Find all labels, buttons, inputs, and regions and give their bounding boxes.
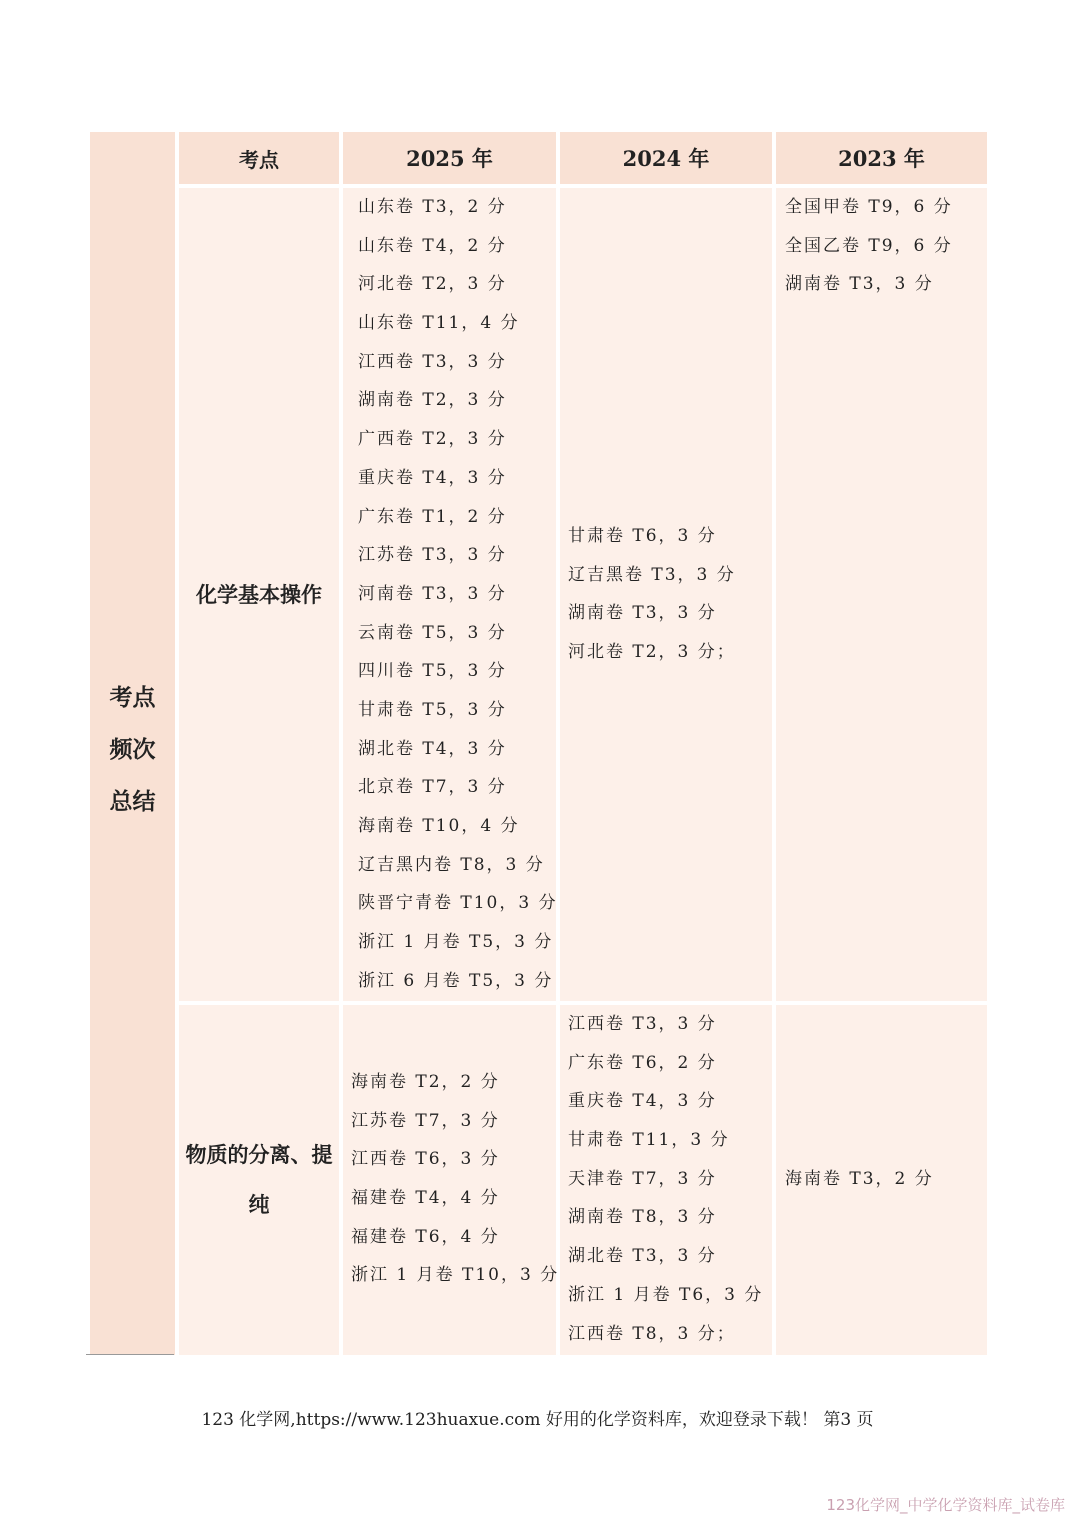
- exam-entry: 浙江 1 月卷 T10，3 分: [351, 1265, 560, 1286]
- exam-entry: 辽吉黑卷 T3，3 分: [568, 564, 736, 585]
- exam-entry: 甘肃卷 T11，3 分: [568, 1130, 730, 1151]
- exam-entry: 全国乙卷 T9，6 分: [785, 235, 953, 256]
- side-label: 考点 频次 总结: [109, 685, 156, 815]
- row-2-2023-cell: [776, 1005, 987, 1355]
- row-2-2024-cell: [560, 1005, 772, 1355]
- exam-entry: 山东卷 T4，2 分: [358, 235, 507, 256]
- exam-entry: 河北卷 T2，3 分；: [568, 642, 736, 663]
- exam-entry: 湖南卷 T3，3 分: [785, 274, 934, 295]
- exam-entry: 江苏卷 T7，3 分: [351, 1110, 500, 1131]
- exam-entry: 北京卷 T7，3 分: [358, 777, 507, 798]
- row-2-2025-list: [351, 1063, 559, 1295]
- exam-entry: 河南卷 T3，3 分: [358, 583, 507, 604]
- row-1-2025-list: [358, 188, 558, 1000]
- exam-entry: 重庆卷 T4，3 分: [568, 1091, 717, 1112]
- exam-entry: 浙江 1 月卷 T5，3 分: [358, 932, 554, 953]
- exam-entry: 辽吉黑内卷 T8，3 分: [358, 854, 545, 875]
- exam-entry: 广西卷 T2，3 分: [358, 429, 507, 450]
- table-bottom-rule: [86, 1354, 174, 1355]
- summary-table: [90, 132, 987, 1355]
- exam-entry: 甘肃卷 T6，3 分: [568, 526, 717, 546]
- row-1-2023-list: [785, 188, 953, 304]
- exam-entry: 湖北卷 T3，3 分: [568, 1246, 717, 1267]
- header-2025: 2025 年: [343, 132, 556, 184]
- exam-entry: 山东卷 T11，4 分: [358, 313, 520, 334]
- row-1-2023-cell: [776, 188, 987, 1001]
- row-1-2024-list: [568, 517, 736, 672]
- exam-entry: 重庆卷 T4，3 分: [358, 467, 507, 488]
- exam-entry: 浙江 1 月卷 T6，3 分: [568, 1284, 764, 1305]
- exam-entry: 山东卷 T3，2 分: [358, 197, 507, 217]
- exam-entry: 江西卷 T3，3 分: [358, 351, 507, 372]
- exam-entry: 云南卷 T5，3 分: [358, 622, 507, 643]
- row-1-2025-cell: [343, 188, 556, 1001]
- exam-entry: 四川卷 T5，3 分: [358, 661, 507, 682]
- row-1-topic: 化学基本操作: [179, 188, 339, 1001]
- exam-entry: 陕晋宁青卷 T10，3 分: [358, 893, 558, 914]
- exam-entry: 天津卷 T7，3 分: [568, 1168, 717, 1189]
- row-1-2024-cell: [560, 188, 772, 1001]
- exam-entry: 福建卷 T4，4 分: [351, 1188, 500, 1209]
- row-2-2025-cell: [343, 1005, 560, 1355]
- side-label-cell: [90, 132, 175, 1355]
- exam-entry: 江苏卷 T3，3 分: [358, 545, 507, 566]
- exam-entry: 江西卷 T6，3 分: [351, 1149, 500, 1170]
- exam-entry: 湖北卷 T4，3 分: [358, 738, 507, 759]
- exam-entry: 江西卷 T8，3 分；: [568, 1323, 736, 1344]
- exam-entry: 湖南卷 T2，3 分: [358, 390, 507, 411]
- exam-entry: 湖南卷 T3，3 分: [568, 603, 717, 624]
- exam-entry: 福建卷 T6，4 分: [351, 1226, 500, 1247]
- exam-entry: 海南卷 T10，4 分: [358, 816, 520, 836]
- exam-entry: 全国甲卷 T9，6 分: [785, 197, 953, 217]
- row-2-topic: 物质的分离、提纯: [179, 1005, 339, 1355]
- exam-entry: 广东卷 T1，2 分: [358, 506, 507, 527]
- exam-entry: 江西卷 T3，3 分: [568, 1014, 717, 1034]
- row-2-2024-list: [568, 1005, 763, 1353]
- row-2-2023-list: [785, 1160, 934, 1199]
- exam-entry: 海南卷 T3，2 分: [785, 1169, 934, 1189]
- exam-entry: 海南卷 T2，2 分: [351, 1072, 500, 1092]
- exam-entry: 甘肃卷 T5，3 分: [358, 699, 507, 720]
- page-footer: 123 化学网,https://www.123huaxue.com 好用的化学资料库，欢迎登录下载！ 第3 页: [201, 1410, 874, 1430]
- header-2023: 2023 年: [776, 132, 987, 184]
- header-topic: 考点: [179, 132, 339, 184]
- header-2024: 2024 年: [560, 132, 772, 184]
- exam-entry: 广东卷 T6，2 分: [568, 1052, 717, 1073]
- exam-entry: 浙江 6 月卷 T5，3 分: [358, 970, 554, 991]
- exam-entry: 河北卷 T2，3 分: [358, 274, 507, 295]
- exam-entry: 湖南卷 T8，3 分: [568, 1207, 717, 1228]
- watermark: 123化学网_中学化学资料库_试卷库: [826, 1496, 1065, 1514]
